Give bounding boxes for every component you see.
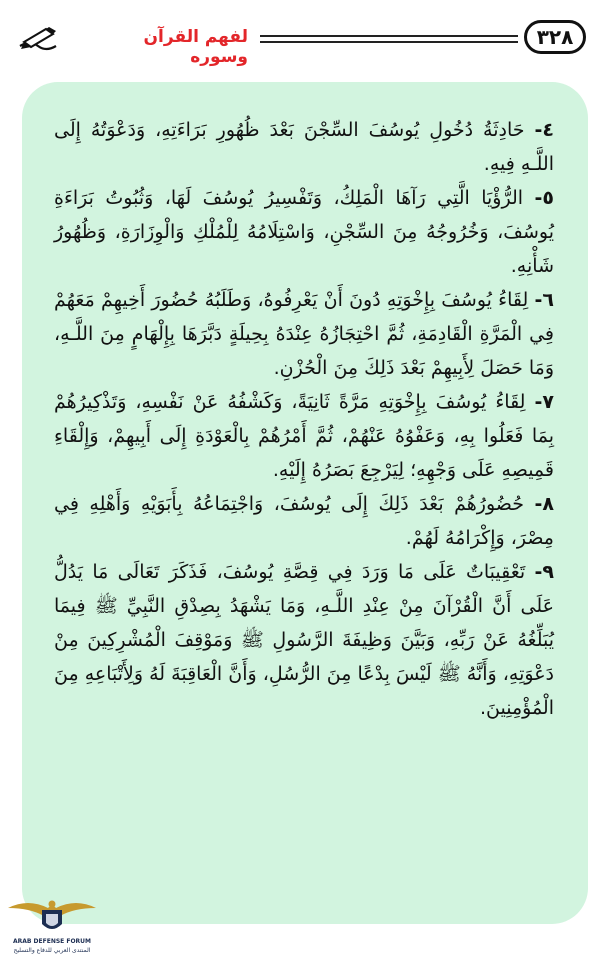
watermark-title: ARAB DEFENSE FORUM [12, 938, 92, 945]
paragraph-text: لِقَاءُ يُوسُفَ بِإِخْوَتِهِ دُونَ أَنْ يَعْرِفُوهُ، وَطَلَبُهُ حُضُورَ أَخِيهِمْ مَعَهُمْ فِي الْمَرَّةِ الْقَادِمَةِ، ثُمَّ احْتِجَازُهُ عِنْدَهُ بِحِيلَةٍ دَبَّرَهَا بِإِلْهَامٍ مِنَ اللَّـهِ، وَمَا حَصَلَ لِأَبِيهِمْ بَعْدَ ذَلِكَ مِنَ الْحُزْنِ. [54, 289, 554, 379]
paragraph-text: لِقَاءُ يُوسُفَ بِإِخْوَتِهِ مَرَّةً ثَانِيَةً، وَكَشْفُهُ عَنْ نَفْسِهِ، وَتَذْكِيرُهُمْ بِمَا فَعَلُوا بِهِ، وَعَفْوُهُ عَنْهُمْ، ثُمَّ أَمْرُهُمْ بِالْعَوْدَةِ إِلَى أَبِيهِمْ، وَإِلْقَاءِ قَمِيصِهِ عَلَى وَجْهِهِ؛ لِيَرْجِعَ بَصَرُهُ إِلَيْهِ. [54, 391, 554, 481]
page-number: ٣٢٨ [524, 20, 586, 54]
paragraph-number: ٥- [534, 187, 554, 209]
paragraph [54, 181, 554, 283]
watermark-subtitle: المنتدى العربي للدفاع والتسليح [13, 947, 91, 954]
paragraph-number: ٩- [534, 561, 554, 583]
paragraph [54, 385, 554, 487]
paragraph [54, 113, 554, 181]
paragraph-number: ٧- [534, 391, 554, 413]
paragraph-text: تَعْقِيبَاتٌ عَلَى مَا وَرَدَ فِي قِصَّةِ يُوسُفَ، فَذَكَرَ تَعَالَى مَا يَدُلُّ عَلَى أَنَّ الْقُرْآنَ مِنْ عِنْدِ اللَّـهِ، وَمَا يَشْهَدُ بِصِدْقِ النَّبِيِّ ﷺ فِيمَا يُبَلِّغُهُ عَنْ رَبِّهِ، وَبَيَّنَ وَظِيفَةَ الرَّسُولِ ﷺ وَمَوْقِفَ الْمُشْرِكِينَ مِنْ دَعْوَتِهِ، وَأَنَّهُ ﷺ لَيْسَ بِدْعًا مِنَ الرُّسُلِ، وَأَنَّ الْعَاقِبَةَ لَهُ وَلِأَتْبَاعِهِ مِنَ الْمُؤْمِنِينَ. [54, 561, 554, 719]
paragraph-text: الرُّؤْيَا الَّتِي رَآهَا الْمَلِكُ، وَتَفْسِيرُ يُوسُفَ لَهَا، وَثُبُوتُ بَرَاءَةِ يُوسُفَ، وَخُرُوجُهُ مِنَ السِّجْنِ، وَاسْتِلَامُهُ لِلْمُلْكِ وَالْوِزَارَةِ، وَظُهُورُ شَأْنِهِ. [54, 187, 554, 277]
page-header [0, 18, 608, 67]
paragraph [54, 487, 554, 555]
running-title: لفهم القرآن وسوره [143, 27, 248, 67]
eagle-shield-logo-icon [4, 894, 100, 938]
header-rule-top [260, 35, 518, 37]
paragraph-text: حُضُورُهُمْ بَعْدَ ذَلِكَ إِلَى يُوسُفَ، وَاجْتِمَاعُهُ بِأَبَوَيْهِ وَأَهْلِهِ فِي مِصْرَ، وَإِكْرَامُهُ لَهُمْ. [54, 493, 554, 549]
paragraph-text: حَادِثَةُ دُخُولِ يُوسُفَ السِّجْنَ بَعْدَ ظُهُورِ بَرَاءَتِهِ، وَدَعْوَتُهُ إِلَى اللَّـهِ فِيهِ. [54, 119, 554, 175]
paragraph [54, 283, 554, 385]
paragraph [54, 555, 554, 725]
watermark-logo [4, 894, 100, 960]
paragraph-number: ٨- [534, 493, 554, 515]
header-rule-bottom [260, 41, 518, 43]
pen-writing-icon [16, 26, 62, 52]
paragraph-number: ٤- [534, 119, 554, 141]
paragraph-number: ٦- [534, 289, 555, 311]
content-body [54, 113, 554, 725]
